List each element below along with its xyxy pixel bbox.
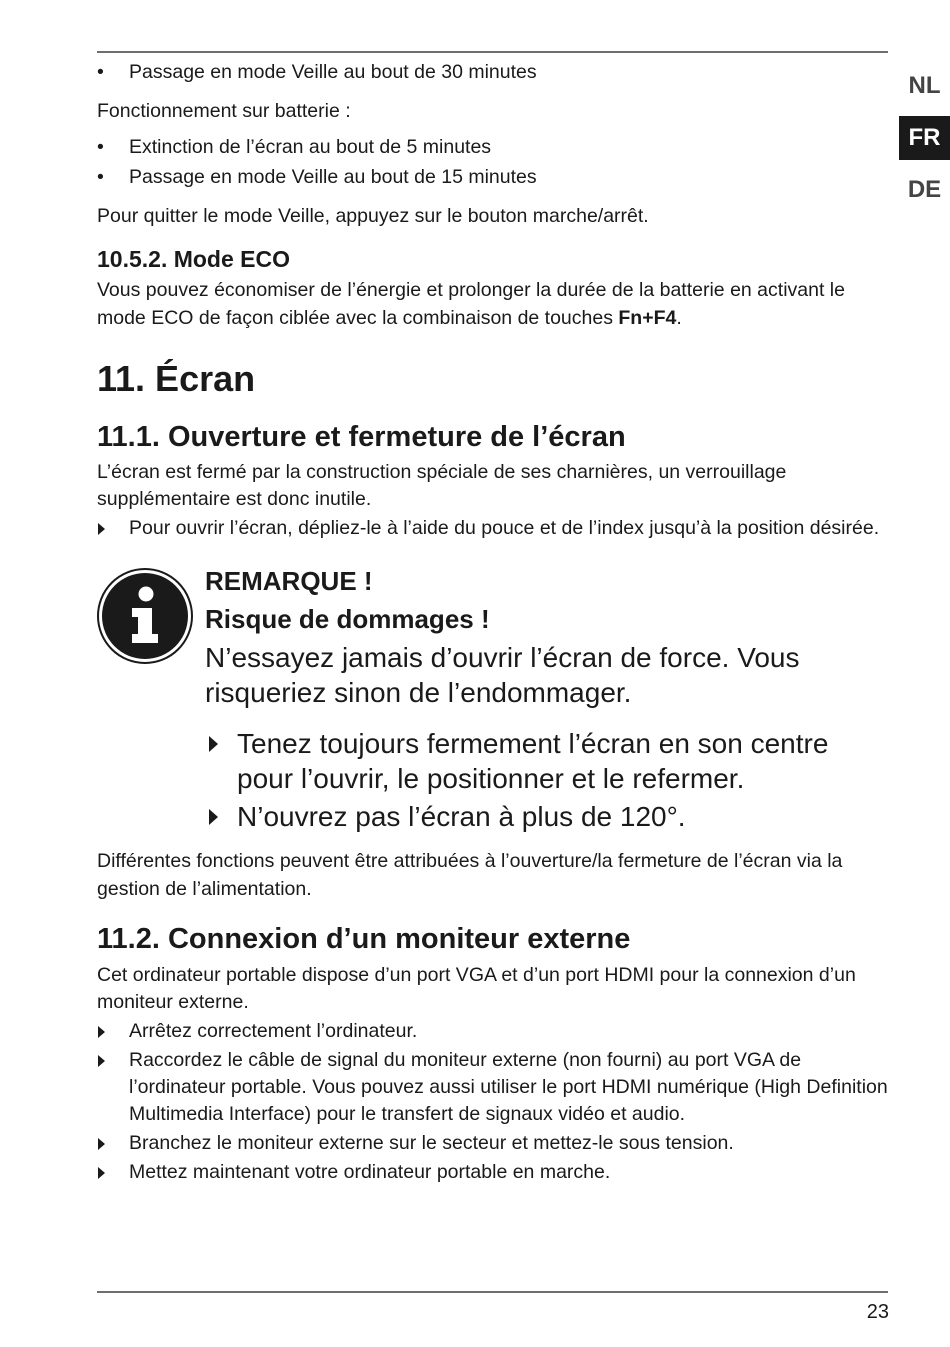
- list-item: • Passage en mode Veille au bout de 30 minutes: [97, 61, 537, 83]
- top-rule: [97, 51, 888, 53]
- list-item: Raccordez le câble de signal du moniteur externe (non fourni) au port VGA de l’ordinateur portable. Vous pouvez aussi utiliser le port HDMI numérique (High Definition Multimedia Interface) pour le transfert de signaux vidéo et audio.: [97, 1047, 889, 1128]
- list-item: • Passage en mode Veille au bout de 15 minutes: [97, 166, 537, 188]
- paragraph: L’écran est fermé par la construction spéciale de ses charnières, un verrouillage supplémentaire est donc inutile.: [97, 461, 787, 510]
- section-heading: 11.2. Connexion d’un moniteur externe: [97, 923, 631, 955]
- language-tab-fr[interactable]: FR: [899, 116, 950, 160]
- language-tab-nl[interactable]: NL: [908, 72, 941, 99]
- arrow-icon: [98, 1026, 105, 1038]
- note-box: [97, 562, 889, 834]
- list-item: Branchez le moniteur externe sur le secteur et mettez-le sous tension.: [97, 1130, 889, 1157]
- note-item: N’ouvrez pas l’écran à plus de 120°.: [205, 799, 889, 834]
- arrow-icon: [98, 523, 105, 535]
- list-item: • Extinction de l’écran au bout de 5 minutes: [97, 136, 492, 158]
- page-number: 23: [866, 1301, 889, 1323]
- bottom-rule: [97, 1291, 888, 1293]
- note-item: Tenez toujours fermement l’écran en son centre pour l’ouvrir, le positionner et le refermer.: [205, 726, 889, 796]
- battery-label: Fonctionnement sur batterie :: [97, 100, 351, 122]
- key-combination: Fn+F4: [618, 307, 677, 329]
- note-text: N’essayez jamais d’ouvrir l’écran de force. Vous risqueriez sinon de l’endommager.: [205, 642, 800, 708]
- language-tab-de[interactable]: DE: [907, 176, 942, 203]
- page-content: [97, 58, 889, 1186]
- paragraph: Différentes fonctions peuvent être attribuées à l’ouverture/la fermeture de l’écran via la gestion de l’alimentation.: [97, 850, 843, 900]
- section-heading: 11.1. Ouverture et fermeture de l’écran: [97, 421, 626, 453]
- list-item: Arrêtez correctement l’ordinateur.: [97, 1018, 889, 1045]
- arrow-icon: [98, 1167, 105, 1179]
- info-icon: [97, 568, 193, 664]
- paragraph: Vous pouvez économiser de l’énergie et prolonger la durée de la batterie en activant le mode ECO de façon ciblée avec la combinaison de touches Fn+F4.: [97, 279, 845, 329]
- arrow-icon: [209, 736, 218, 752]
- arrow-icon: [98, 1138, 105, 1150]
- section-heading: 10.5.2. Mode ECO: [97, 246, 291, 272]
- arrow-icon: [98, 1055, 105, 1067]
- chapter-heading: 11. Écran: [97, 358, 256, 399]
- list-item: Mettez maintenant votre ordinateur portable en marche.: [97, 1159, 889, 1186]
- paragraph: Cet ordinateur portable dispose d’un port VGA et d’un port HDMI pour la connexion d’un moniteur externe.: [97, 964, 856, 1013]
- note-subtitle: Risque de dommages !: [205, 604, 490, 634]
- note-title: REMARQUE !: [205, 566, 373, 596]
- list-item: Pour ouvrir l’écran, dépliez-le à l’aide du pouce et de l’index jusqu’à la position désirée.: [97, 515, 889, 542]
- paragraph: Pour quitter le mode Veille, appuyez sur le bouton marche/arrêt.: [97, 205, 649, 227]
- arrow-icon: [209, 809, 218, 825]
